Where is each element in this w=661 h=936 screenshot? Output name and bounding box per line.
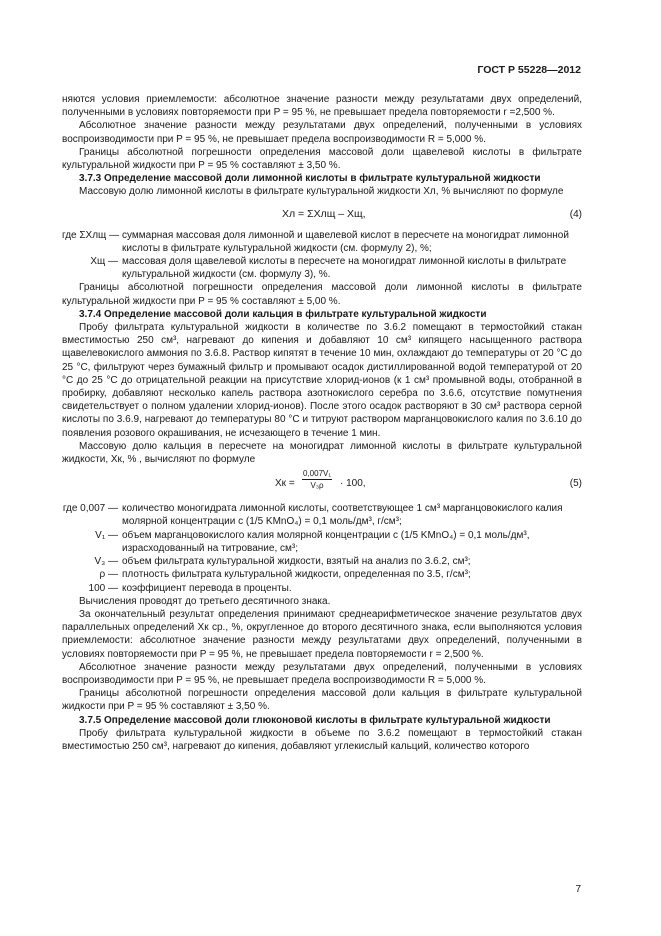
- paragraph: Пробу фильтрата культуральной жидкости в объеме по 3.6.2 помещают в термостойкий стакан вместимостью 250 см³, нагревают до кипения, добавляют углекислый кальций, количество которого: [62, 727, 582, 752]
- paragraph: няются условия приемлемости: абсолютное значение разности между результатами двух определений, полученными в условиях повторяемости при P = 95 %, не превышает предела повторяемости r =2,500 %.: [62, 94, 582, 119]
- variable-symbol: ρ —: [99, 569, 118, 581]
- paragraph: Массовую долю кальция в пересчете на моногидрат лимонной кислоты в фильтрате культуральной жидкости, Xк, % , вычисляют по формуле: [62, 440, 582, 466]
- formula-lhs: Xк =: [275, 478, 295, 490]
- formula-fraction: [302, 468, 332, 491]
- variable-description: количество моногидрата лимонной кислоты, соответствующее 1 см³ марганцовокислого калия молярной концентрации с (1/5 KMnO₄) = 0,1 моль/дм³, г/см³;: [122, 503, 563, 528]
- variable-description: массовая доля щавелевой кислоты в пересчете на моногидрат лимонной кислоты в фильтрате культуральной жидкости (см. формулу 3), %.: [122, 256, 567, 281]
- section-heading-3-7-5: 3.7.5 Определение массовой доли глюконовой кислоты в фильтрате культуральной жидкости: [79, 714, 551, 726]
- variable-symbol: где 0,007 —: [62, 503, 118, 515]
- section-heading-3-7-3: 3.7.3 Определение массовой доли лимонной кислоты в фильтрате культуральной жидкости: [79, 173, 541, 185]
- variable-symbol: V₁ —: [95, 529, 118, 541]
- formula-expression: Xл = ΣXлщ – Xщ,: [282, 207, 366, 220]
- variable-symbol: 100 —: [88, 582, 118, 594]
- paragraph: Пробу фильтрата культуральной жидкости в количестве по 3.6.2 помещают в термостойкий стакан вместимостью 250 см³, нагревают до кипения и добавляют 10 см³ кипящего насыщенного раствора щавелевокислого аммония по 3.6.8. Раствор кипятят в течение 10 мин, охлаждают до температуры от 20 °С до 25 °С, фильтруют через бумажный фильтр и промывают осадок дистиллированной водой температурой от 20 °С до 25 °С до отрицательной реакции на присутствие хлорид-ионов (к 1 см³ промывной воды, отобранной в пробирку, добавляют несколько капель раствора азотнокислого серебра по 3.6.6, отсутствие помутнения свидетельствует о полном удалении хлорид-ионов). После этого осадок растворяют в 30 см³ раствора серной кислоты по 3.6.9, нагревают до температуры 80 °С и титруют раствором марганцовокислого калия по 3.6.10 до появления розового окрашивания, не исчезающего в течение 1 мин.: [62, 322, 582, 439]
- variable-description: объем марганцовокислого калия молярной концентрации с (1/5 KMnO₄) = 0,1 моль/дм³, израсходованный на титрование, см³;: [122, 529, 530, 554]
- section-heading-3-7-4: 3.7.4 Определение массовой доли кальция в фильтрате культуральной жидкости: [79, 308, 487, 320]
- paragraph: Границы абсолютной погрешности определения массовой доли щавелевой кислоты в фильтрате культуральной жидкости при P = 95 % составляют ± 3,50 %.: [62, 146, 582, 172]
- formula-number: (5): [569, 478, 582, 490]
- variable-legend: [62, 229, 582, 282]
- paragraph: За окончательный результат определения принимают среднеарифметическое значение результатов двух параллельных определений Xк ср., %, округленное до второго десятичного знака, если выполняются условия приемлемости: абсолютное значение разности между результатами двух определений, полученными в условиях повторяемости при P = 95 %, не превышает предела повторяемости r = 2,500 %.: [62, 608, 582, 660]
- paragraph: Массовую долю лимонной кислоты в фильтрате культуральной жидкости Xл, % вычисляют по формуле: [79, 186, 564, 198]
- paragraph: Вычисления проводят до третьего десятичного знака.: [79, 595, 331, 607]
- variable-symbol: Xщ —: [90, 256, 118, 268]
- variable-symbol: где ΣXлщ —: [62, 229, 120, 241]
- body-text: [62, 93, 582, 753]
- formula-4: [62, 199, 582, 229]
- fraction-denominator: V₃ρ: [310, 481, 324, 491]
- fraction-numerator: 0,007V₁: [303, 469, 332, 479]
- paragraph: Границы абсолютной погрешности определения массовой доли лимонной кислоты в фильтрате культуральной жидкости при P = 95 % составляют ± 5,00 %.: [62, 282, 582, 307]
- paragraph: Границы абсолютной погрешности определения массовой доли кальция в фильтрате культуральной жидкости при P = 95 % составляют ± 3,50 %.: [62, 688, 582, 713]
- formula-number: (4): [569, 208, 582, 220]
- document-id: ГОСТ Р 55228—2012: [477, 64, 581, 76]
- variable-symbol: V₃ —: [94, 556, 118, 568]
- variable-legend: [62, 502, 582, 594]
- page-number: 7: [575, 884, 581, 895]
- formula-5: [62, 466, 582, 502]
- paragraph: Абсолютное значение разности между результатами двух определений, полученными в условиях воспроизводимости при P = 95 %, не превышает предела воспроизводимости R = 5,000 %.: [62, 120, 582, 145]
- variable-description: коэффициент перевода в проценты.: [122, 582, 292, 594]
- variable-description: объем фильтрата культуральной жидкости, взятый на анализ по 3.6.2, см³;: [122, 556, 471, 568]
- variable-description: суммарная массовая доля лимонной и щавелевой кислот в пересчете на моногидрат лимонной кислоты в фильтрате культуральной жидкости (см. формулу 2), %;: [122, 229, 569, 254]
- formula-rhs: · 100,: [340, 478, 366, 490]
- paragraph: Абсолютное значение разности между результатами двух определений, полученными в условиях воспроизводимости при P = 95 %, не превышает предела воспроизводимости R = 5,000 %.: [62, 661, 582, 686]
- variable-description: плотность фильтрата культуральной жидкости, определенная по 3.5, г/см³;: [122, 569, 471, 581]
